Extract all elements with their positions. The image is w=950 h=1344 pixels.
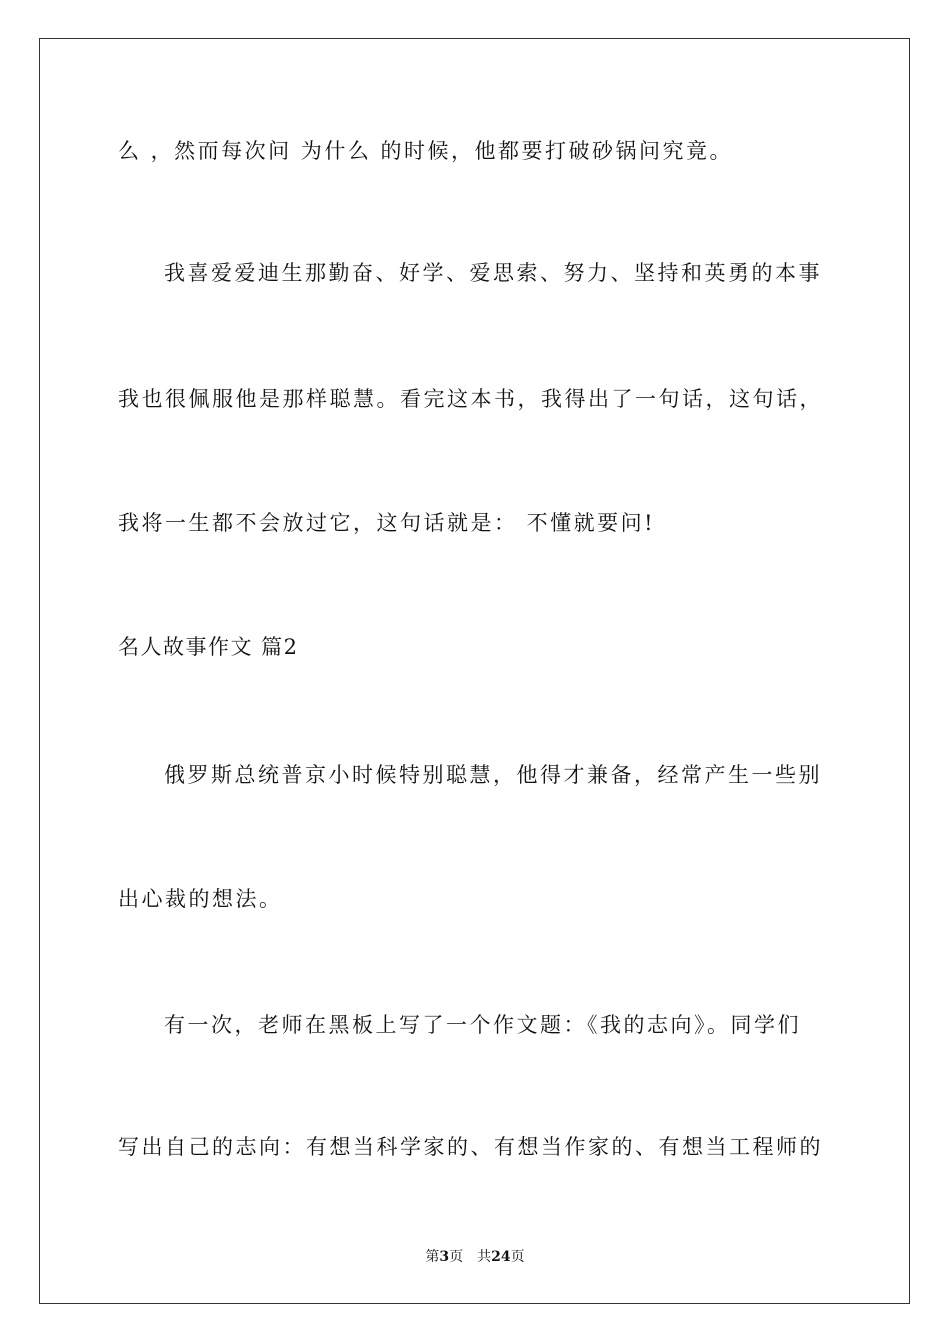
page-border bbox=[39, 38, 910, 1304]
footer-page-prefix: 第 bbox=[425, 1249, 440, 1265]
footer-total-suffix: 页 bbox=[510, 1249, 525, 1265]
text-line: 我将一生都不会放过它，这句话就是： 不懂就要问! bbox=[118, 511, 656, 535]
text-line: 有一次，老师在黑板上写了一个作文题：《我的志向》。同学们 bbox=[164, 1013, 801, 1037]
footer-total-pages: 24 bbox=[491, 1249, 511, 1265]
footer-page-number: 3 bbox=[439, 1249, 450, 1265]
text-line: 出心裁的想法。 bbox=[118, 887, 283, 911]
text-line: 俄罗斯总统普京小时候特别聪慧，他得才兼备，经常产生一些别 bbox=[164, 763, 822, 787]
footer-total-prefix: 共 bbox=[477, 1249, 492, 1265]
text-line: 我喜爱爱迪生那勤奋、好学、爱思索、努力、坚持和英勇的本事 bbox=[164, 261, 822, 285]
text-line: 写出自己的志向：有想当科学家的、有想当作家的、有想当工程师的 bbox=[118, 1135, 823, 1159]
page-footer bbox=[0, 1248, 950, 1266]
footer-page-suffix: 页 bbox=[449, 1249, 464, 1265]
text-line: 我也很佩服他是那样聪慧。看完这本书，我得出了一句话，这句话， bbox=[118, 387, 823, 411]
section-heading: 名人故事作文 篇2 bbox=[118, 635, 299, 659]
text-line: 么 ，然而每次问 为什么 的时候，他都要打破砂锅问究竟。 bbox=[118, 139, 734, 163]
